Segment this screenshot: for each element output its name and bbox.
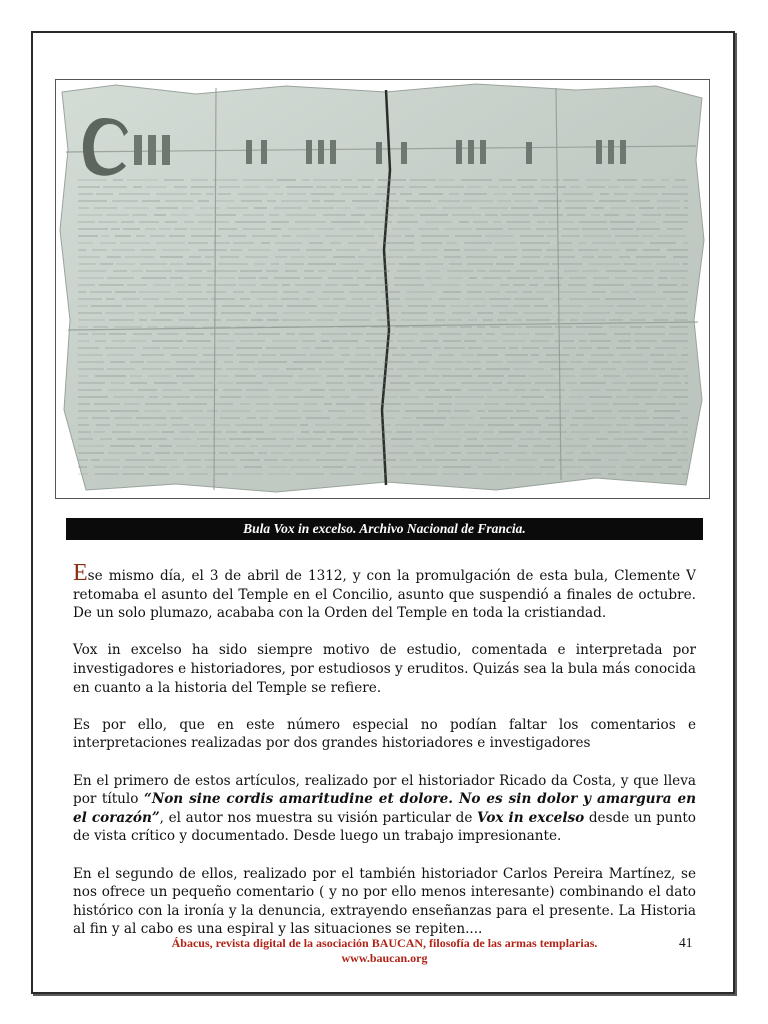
paragraph-3: Es por ello, que en este número especial no podían faltar los comentarios e interpretaciones realizadas por dos grandes historiadores e investigadores	[73, 716, 696, 752]
paragraph-1-text: se mismo día, el 3 de abril de 1312, y con la promulgación de esta bula, Clemente V retomaba el asunto del Temple en el Concilio, asunto que suspendió a finales de octubre. De un solo plumazo, acababa con la Orden del Temple en toda la cristiandad.	[73, 568, 696, 622]
parchment-image	[56, 80, 709, 498]
paragraph-4	[73, 772, 696, 846]
drop-cap: E	[73, 560, 88, 586]
footer	[66, 936, 703, 966]
bull-name: Vox in excelso	[477, 809, 585, 826]
footer-website[interactable]: www.baucan.org	[341, 951, 428, 965]
paragraph-2: Vox in excelso ha sido siempre motivo de estudio, comentada e interpretada por investigadores e historiadores, por estudiosos y eruditos. Quizás sea la bula más conocida en cuanto a la historia del Temple se refiere.	[73, 642, 696, 696]
document-photo	[55, 79, 710, 499]
article-title: “Non sine cordis amaritudine et dolore. No es sin dolor y amargura en el corazón”	[73, 791, 696, 826]
article-body	[73, 560, 696, 957]
paragraph-4-middle: , el autor nos muestra su visión particular de	[159, 809, 478, 826]
paragraph-4-end: desde un punto de vista crítico y documentado. Desde luego un trabajo impresionante.	[73, 809, 696, 845]
image-caption: Bula Vox in excelso. Archivo Nacional de Francia.	[66, 518, 703, 540]
footer-publication: Ábacus, revista digital de la asociación BAUCAN, filosofía de las armas templarias.	[171, 936, 598, 950]
page-number: 41	[679, 935, 693, 950]
paragraph-4-intro: En el primero de estos artículos, realizado por el historiador Ricado da Costa, y que lleva por título	[73, 772, 696, 808]
paragraph-5: En el segundo de ellos, realizado por el también historiador Carlos Pereira Martínez, se nos ofrece un pequeño comentario ( y no por ello menos interesante) combinando el dato histórico con la ironía y la denuncia, extrayendo enseñanzas para el presente. La Historia al fin y al cabo es una espiral y las situaciones se repiten....	[73, 865, 696, 938]
paragraph-1	[73, 560, 696, 623]
